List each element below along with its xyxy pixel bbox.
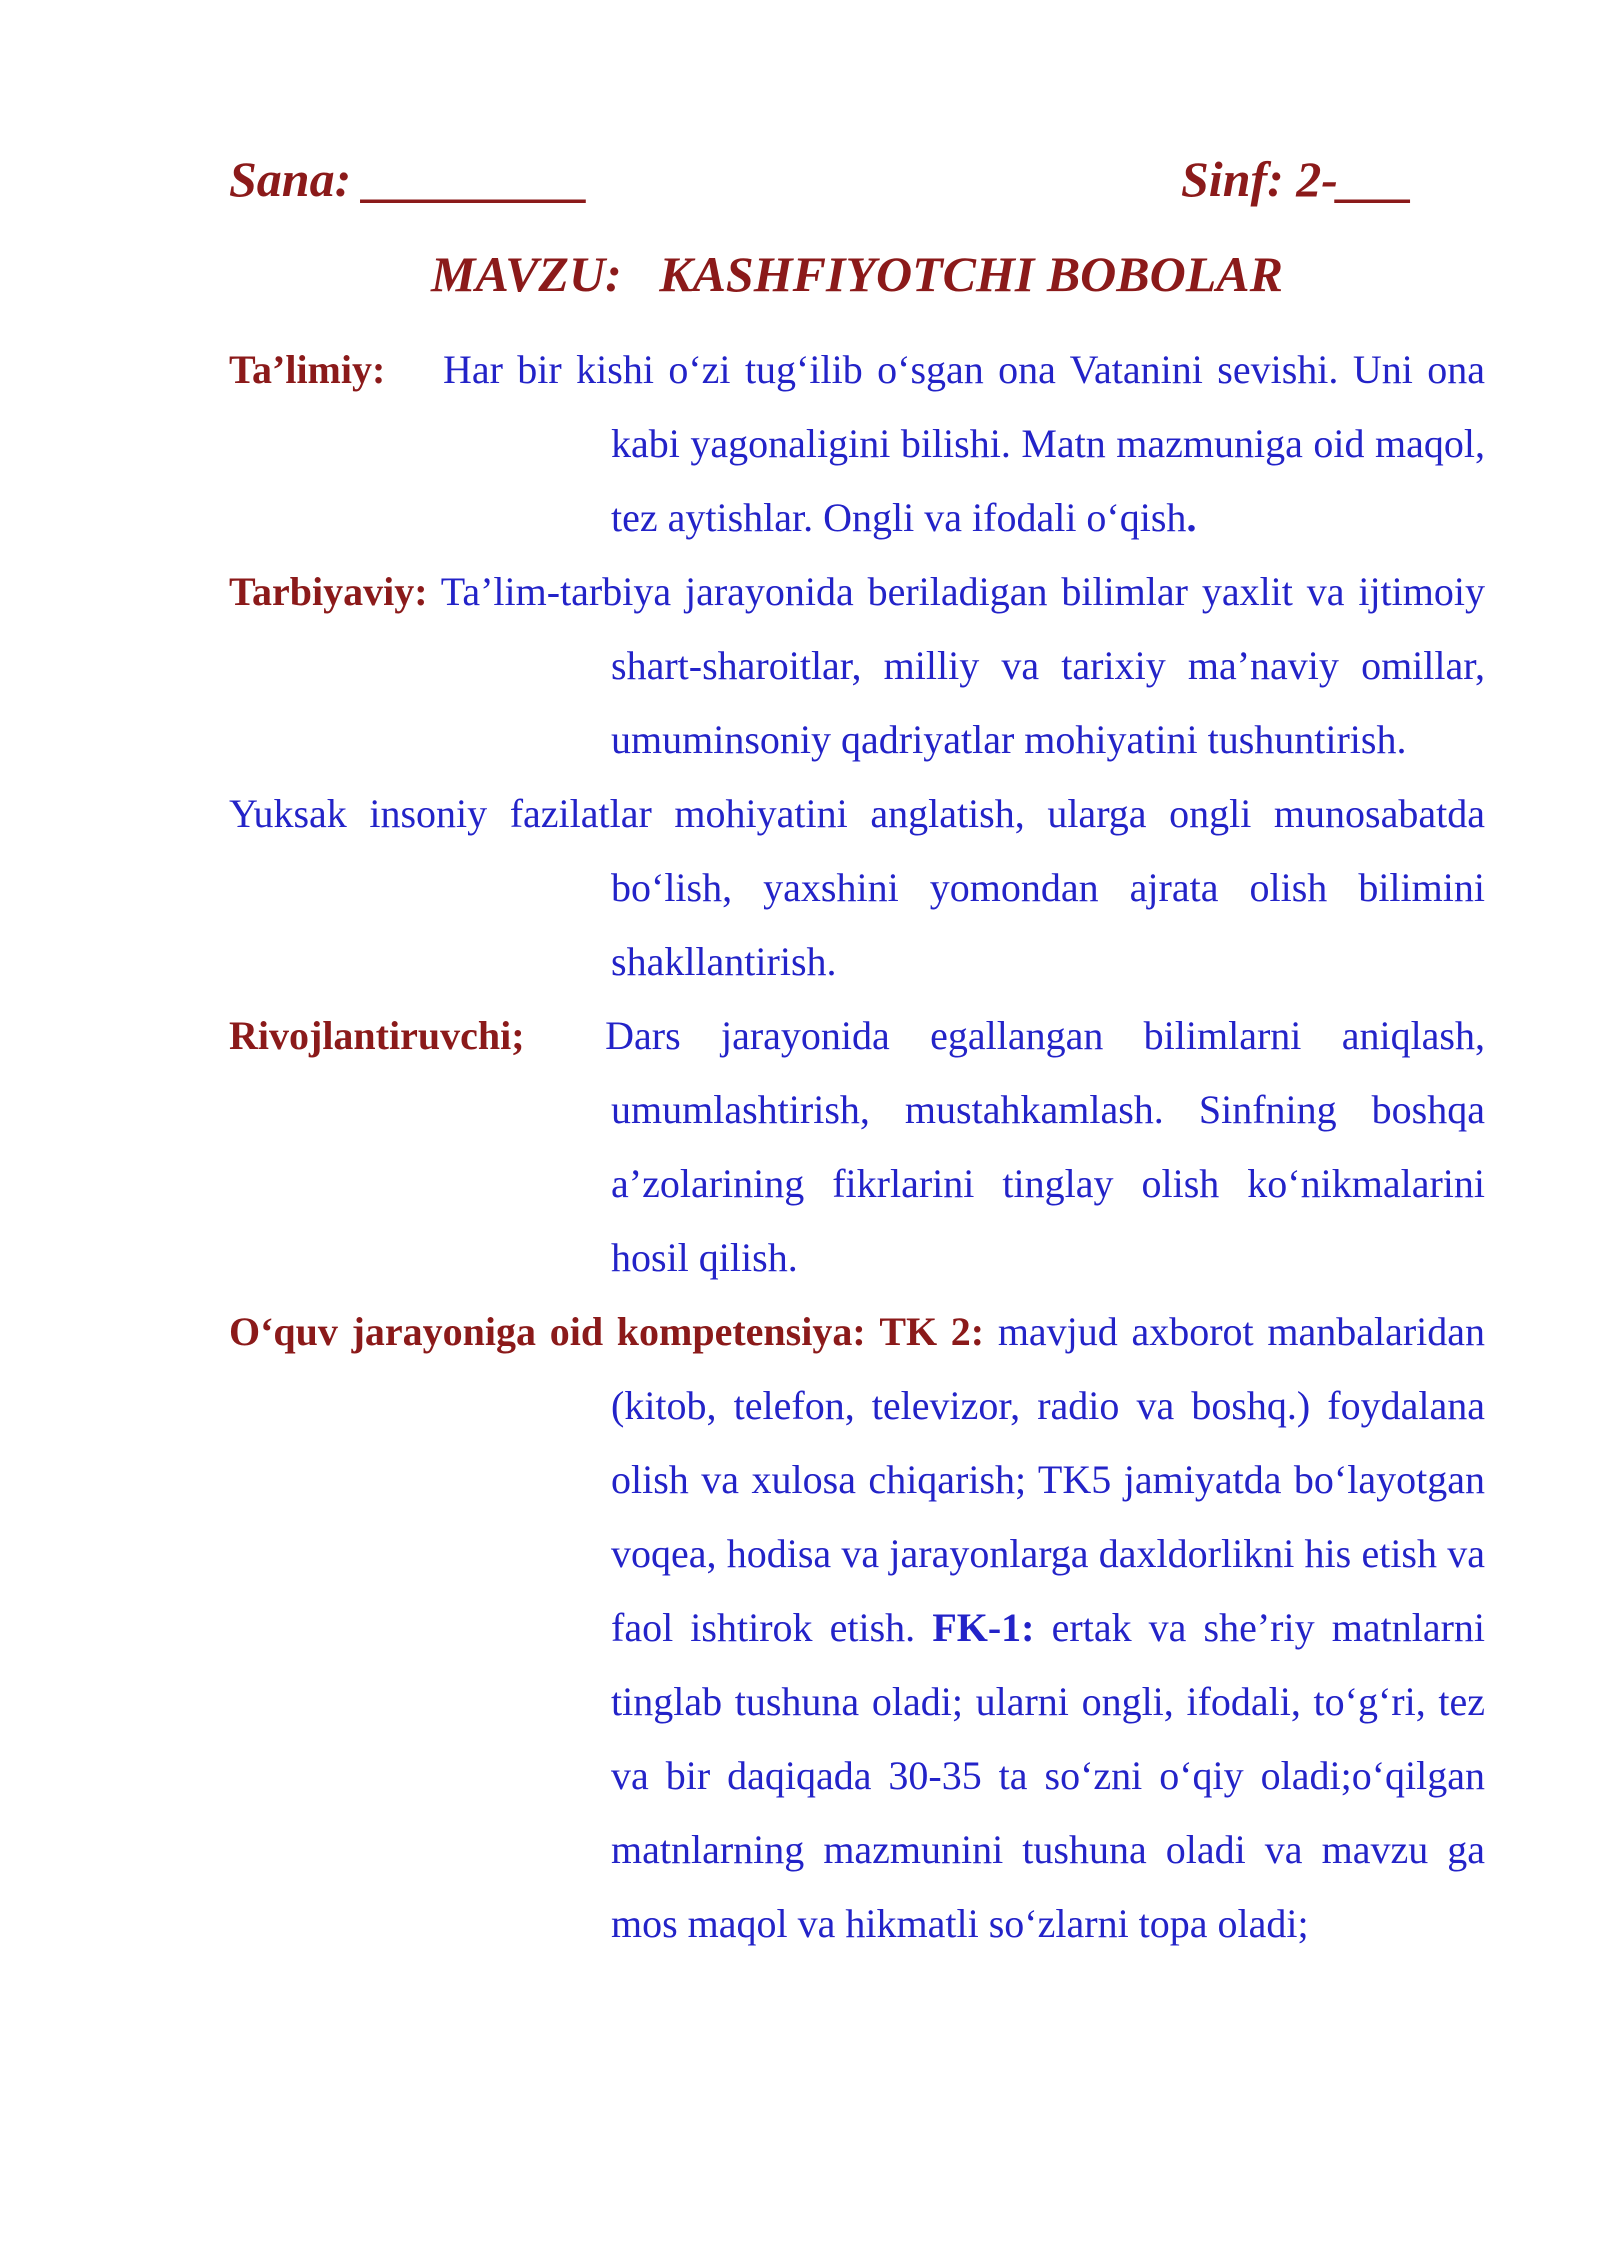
rivojlantiruvchi-paragraph [229,999,1485,1295]
tk2-label: TK 2: [879,1309,985,1354]
tarbiyaviy-label: Tarbiyaviy: [229,569,428,614]
class-field: Sinf: 2-___ [1181,151,1413,207]
tarbiyaviy-text: Ta’lim-tarbiya jarayonida beriladigan bilimlar yaxlit va ijtimoiy shart-sharoitlar, milliy va tarixiy ma’naviy omillar, umuminsoniy qadriyatlar mohiyatini tushuntirish. [440,569,1486,762]
talimiy-text: Har bir kishi o‘zi tug‘ilib o‘sgan ona Vatanini sevishi. Uni ona kabi yagonaligini bilishi. Matn mazmuniga oid maqol, tez aytishlar. Ongli va ifodali o‘qish [442,347,1485,540]
talimiy-end-mark: . [1186,495,1197,540]
rivojlantiruvchi-text: Dars jarayonida egallangan bilimlarni aniqlash, umumlashtirish, mustahkamlash. Sinfning boshqa a’zolarining fikrlarini tinglay olish ko‘nikmalarini hosil qilish. [605,1013,1485,1280]
rivojlantiruvchi-label: Rivojlantiruvchi; [229,1013,525,1058]
fk1-text: ertak va she’riy matnlarni tinglab tushuna oladi; ularni ongli, ifodali, to‘g‘ri, tez va bir daqiqada 30-35 ta so‘zni o‘qiy oladi;o‘qilgan matnlarning mazmunini tushuna oladi va mavzu ga mos maqol va hikmatli so‘zlarni topa oladi; [611,1605,1486,1946]
lesson-title: MAVZU: KASHFIYOTCHI BOBOLAR [430,246,1283,302]
lesson-header [229,150,1429,220]
yuksak-paragraph [229,777,1485,999]
oquv-paragraph [229,1295,1485,1961]
fk1-label: FK-1: [932,1605,1035,1650]
tk2-text: mavjud axborot manbalaridan (kitob, telefon, televizor, radio va boshq.) foydalana olish va xulosa chiqarish; TK5 jamiyatda bo‘layotgan voqea, hodisa va jarayonlarga daxldorlikni his etish va faol ishtirok etish. [611,1309,1486,1650]
talimiy-paragraph [229,333,1485,555]
lesson-objectives [229,333,1485,1961]
yuksak-text: Yuksak insoniy fazilatlar mohiyatini anglatish, ularga ongli munosabatda bo‘lish, yaxshini yomondan ajrata olish bilimini shakllantirish. [229,791,1485,984]
talimiy-label: Ta’limiy: [229,347,386,392]
date-field: Sana: _________ [229,151,589,207]
oquv-label: O‘quv jarayoniga oid kompetensiya: [229,1309,866,1354]
tarbiyaviy-paragraph [229,555,1485,777]
